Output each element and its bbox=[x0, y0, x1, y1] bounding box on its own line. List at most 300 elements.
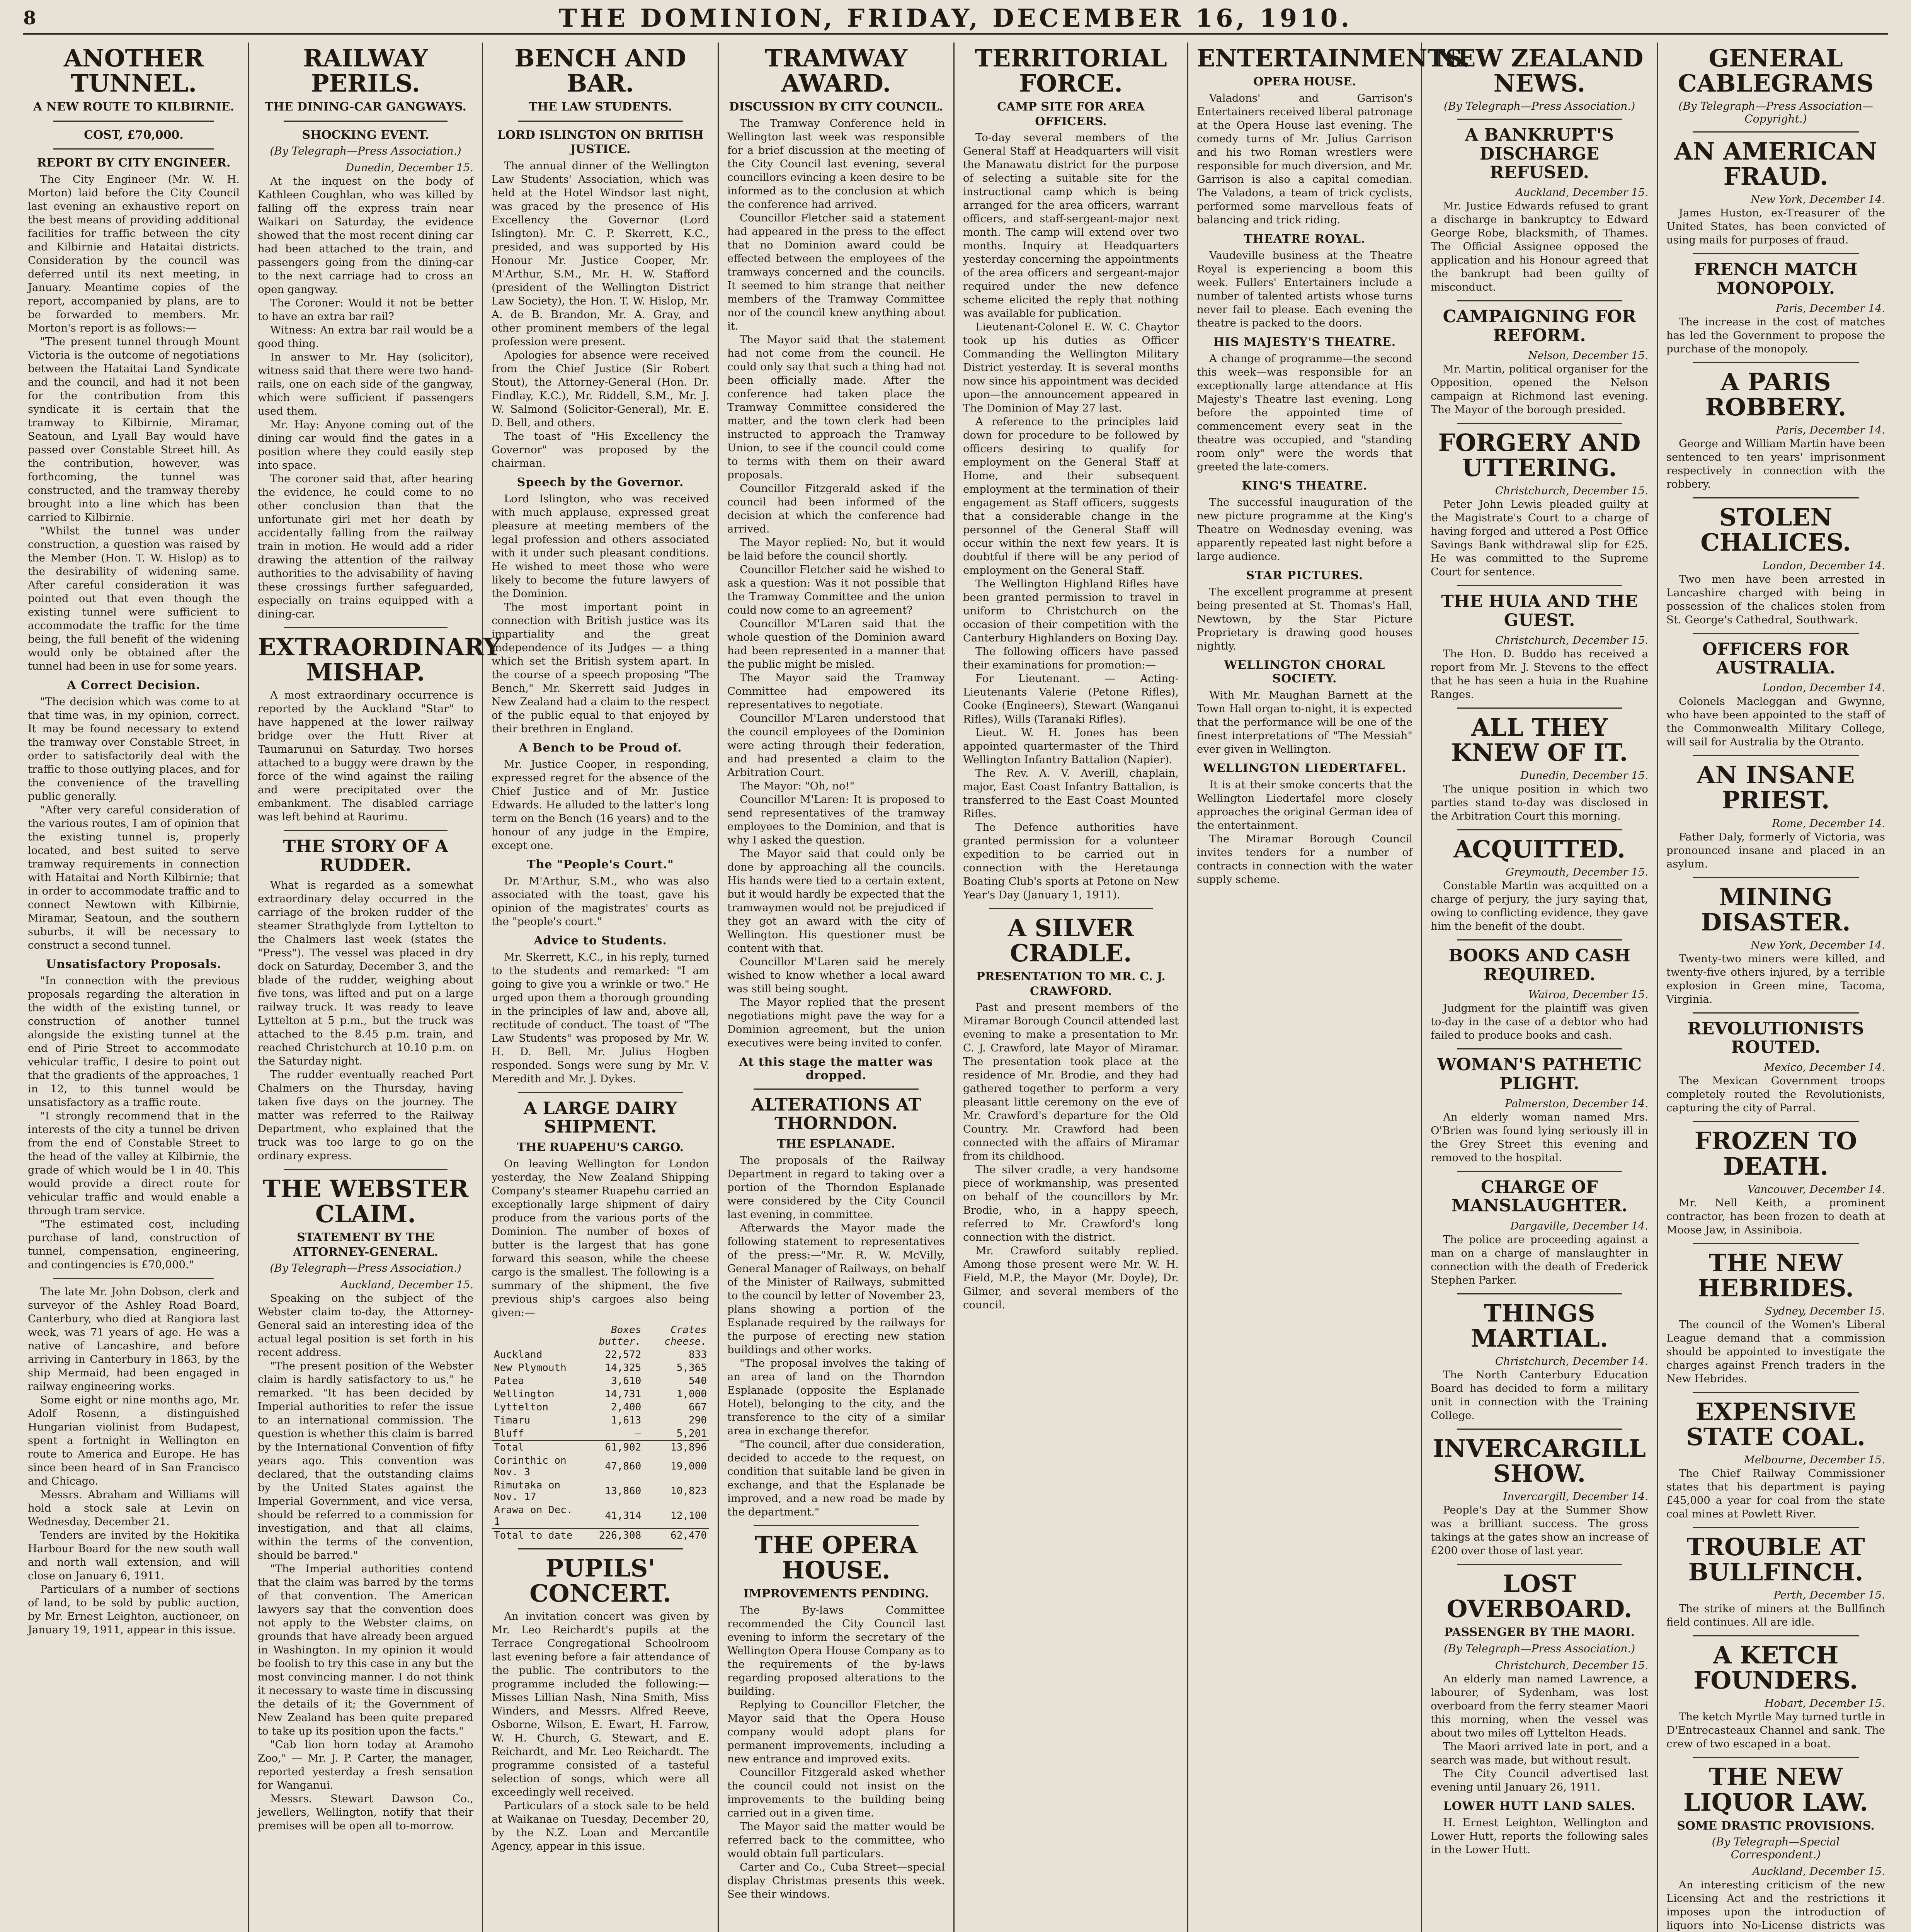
body-paragraph: Councillor Fletcher said he wished to ask a question: Was it not possible that the Tramway Committee and the union could now come to an agreement? bbox=[727, 563, 945, 616]
story-divider bbox=[1457, 585, 1622, 586]
story-divider bbox=[1693, 1757, 1859, 1758]
story-divider bbox=[518, 1092, 683, 1093]
body-paragraph: Mr. Nell Keith, a prominent contractor, has been frozen to death at Moose Jaw, in Assiniboia. bbox=[1666, 1196, 1885, 1236]
body-paragraph: The Coroner: Would it not be better to have an extra bar rail? bbox=[258, 297, 473, 323]
story-divider bbox=[1693, 1243, 1859, 1244]
body-paragraph: The Mayor replied that the present negotiations might pave the way for a Dominion agreement, but the union executives were being invited to confer. bbox=[727, 996, 945, 1049]
body-paragraph: "The proposal involves the taking of an area of land on the Thorndon Esplanade (opposite the Esplanade Hotel), belonging to the city, and the transference to the city of a similar area in exchange therefor. bbox=[727, 1357, 945, 1437]
table-cell: 10,823 bbox=[670, 1485, 707, 1497]
body-paragraph: An elderly woman named Mrs. O'Brien was found lying seriously ill in the Grey Street this evening and removed to the hospital. bbox=[1431, 1111, 1648, 1164]
body-paragraph: The unique position in which two parties stand to-day was disclosed in the Arbitration Court this morning. bbox=[1431, 783, 1648, 823]
story-deck: PRESENTATION TO MR. C. J. CRAWFORD. bbox=[976, 970, 1166, 998]
table-cell: Timaru bbox=[494, 1414, 530, 1426]
table-cell: — bbox=[635, 1427, 642, 1439]
column-7 bbox=[1422, 43, 1658, 1932]
story-deck: THE DINING-CAR GANGWAYS. bbox=[264, 100, 466, 114]
body-paragraph: The Mayor said that could only be done by approaching all the councils. His hands were tied to a certain extent, but it would hardly be expected that the tramwaymen would not be prejudiced if they got an award with the city of Wellington. His questioner must be content with that. bbox=[727, 847, 945, 954]
story-headline: A PARIS ROBBERY. bbox=[1705, 368, 1846, 422]
body-paragraph: "In connection with the previous proposals regarding the alteration in the width of the existing tunnel, or construction of another tunnel alongside the existing tunnel at the end of Pirie Street to accommodate vehicular traffic, I desire to point out that the gradients of the approaches, 1 in 12, to this tunnel would be unsatisfactory as a traffic route. bbox=[28, 974, 240, 1109]
story-divider bbox=[1693, 633, 1859, 634]
body-paragraph: James Huston, ex-Treasurer of the United States, has been convicted of using mails for purposes of fraud. bbox=[1666, 207, 1885, 247]
body-paragraph: George and William Martin have been sentenced to ten years' imprisonment respectively in connection with the robbery. bbox=[1666, 437, 1885, 491]
section-subheading: A Bench to be Proud of. bbox=[519, 741, 682, 755]
column-8 bbox=[1658, 43, 1894, 1932]
story-deck: STATEMENT BY THE ATTORNEY-GENERAL. bbox=[293, 1231, 438, 1259]
section-subheading: Advice to Students. bbox=[534, 934, 667, 947]
story-headline: ANOTHER TUNNEL. bbox=[63, 44, 204, 98]
dateline: Vancouver, December 14. bbox=[1747, 1183, 1885, 1196]
dateline: Paris, December 14. bbox=[1776, 424, 1885, 437]
story-headline: TROUBLE AT BULLFINCH. bbox=[1686, 1533, 1865, 1587]
table-cell: 667 bbox=[689, 1401, 707, 1413]
table-cell: 290 bbox=[689, 1414, 707, 1426]
section-subheading: LOWER HUTT LAND SALES. bbox=[1443, 1799, 1636, 1813]
story-source: (By Telegraph—Press Association.) bbox=[1443, 100, 1635, 113]
body-paragraph: At the inquest on the body of Kathleen Coughlan, who was killed by falling off the express train near Waikari on Saturday, the evidence showed that the most recent dining car had been attached to the train, and passengers going from the dining-car to the next carriage had to cross an open gangway. bbox=[258, 175, 473, 296]
body-paragraph: The council of the Women's Liberal League demand that a commission should be appointed to investigate the charges against French traders in the New Hebrides. bbox=[1666, 1318, 1885, 1385]
story-headline: FRENCH MATCH MONOPOLY. bbox=[1694, 260, 1858, 298]
body-paragraph: The toast of "His Excellency the Governor" was proposed by the chairman. bbox=[492, 430, 709, 469]
story-deck: COST, £70,000. bbox=[84, 128, 184, 142]
section-subheading: The "People's Court." bbox=[527, 857, 674, 871]
story-headline: PUPILS' CONCERT. bbox=[529, 1554, 671, 1608]
body-paragraph: The City Council advertised last evening until January 26, 1911. bbox=[1431, 1767, 1648, 1793]
story-headline: ALTERATIONS AT THORNDON. bbox=[751, 1095, 921, 1134]
story-headline: THE HUIA AND THE GUEST. bbox=[1441, 592, 1638, 630]
table-row bbox=[492, 1454, 709, 1479]
dateline: Christchurch, December 15. bbox=[1495, 1659, 1648, 1672]
story-headline: FROZEN TO DEATH. bbox=[1694, 1127, 1857, 1180]
body-paragraph: The Maori arrived late in port, and a search was made, but without result. bbox=[1431, 1740, 1648, 1766]
body-paragraph: With Mr. Maughan Barnett at the Town Hall organ to-night, it is expected that the performance will be one of the finest interpretations of "The Messiah" ever given in Wellington. bbox=[1197, 689, 1412, 755]
story-headline: STOLEN CHALICES. bbox=[1700, 503, 1851, 557]
table-header-cell: Crates cheese. bbox=[664, 1324, 707, 1347]
body-paragraph: Mr. Justice Edwards refused to grant a discharge in bankruptcy to Edward George Robe, blacksmith, of Thames. The Official Assignee opposed the application and his Honour agreed that the bankrupt had been guilty of misconduct. bbox=[1431, 200, 1648, 294]
body-paragraph: The police are proceeding against a man on a charge of manslaughter in connection with the death of Frederick Stephen Parker. bbox=[1431, 1233, 1648, 1286]
body-paragraph: "The decision which was come to at that time was, in my opinion, correct. It may be found necessary to extend the tramway over Constable Street, in order to satisfactorily deal with the traffic to those outlying places, and for the convenience of the travelling public generally. bbox=[28, 695, 240, 803]
body-paragraph: Replying to Councillor Fletcher, the Mayor said that the Opera House company would adopt plans for permanent improvements, including a new entrance and improved exits. bbox=[727, 1698, 945, 1765]
deck-divider bbox=[53, 148, 214, 150]
section-subheading: Speech by the Governor. bbox=[517, 475, 684, 489]
story-headline: BENCH AND BAR. bbox=[514, 44, 686, 98]
body-paragraph: Lieutenant-Colonel E. W. C. Chaytor took up his duties as Officer Commanding the Wellington Military District yesterday. It is several months now since his appointment was decided upon—the announcement appeared in The Dominion of May 27 last. bbox=[963, 321, 1179, 415]
body-paragraph: What is regarded as a somewhat extraordinary delay occurred in the carriage of the broken rudder of the steamer Strathglyde from Lyttelton to the Chalmers last week (states the "Press"). The vessel was placed in dry dock on Saturday, December 3, and the blade of the rudder, weighing about five tons, was lifted and put on a large railway truck. It was ready to leave Lyttelton at 5 p.m., but the truck was attached to the 8.45 p.m. train, and reached Christchurch at 10.10 p.m. on the Saturday night. bbox=[258, 879, 473, 1068]
story-divider bbox=[1457, 423, 1622, 424]
body-paragraph: "The Imperial authorities contend that the claim was barred by the terms of that convention. The American lawyers say that the convention does not apply to the Webster claims, on grounds that have already been argued in Washington. In my opinion it would be foolish to try this case in any but the most convincing manner. I do not think it necessary to waste time in discussing the details of it; the Government of New Zealand has been quite prepared to take up its position upon the facts." bbox=[258, 1563, 473, 1738]
dateline: Rome, December 14. bbox=[1772, 817, 1885, 830]
column-6 bbox=[1188, 43, 1470, 1932]
story-deck: LORD ISLINGTON ON BRITISH JUSTICE. bbox=[497, 128, 704, 156]
table-cell: Total bbox=[492, 1440, 580, 1454]
dateline: New York, December 14. bbox=[1751, 939, 1885, 951]
table-cell: 1,000 bbox=[676, 1388, 707, 1400]
story-deck: CAMP SITE FOR AREA OFFICERS. bbox=[997, 100, 1145, 128]
story-headline: EXTRAORDINARY MISHAP. bbox=[258, 633, 501, 687]
story-headline: THINGS MARTIAL. bbox=[1470, 1299, 1608, 1352]
body-paragraph: Valadons' and Garrison's Entertainers received liberal patronage at the Opera House last evening. The comedy turns of Mr. Julius Garrison and his two Roman wrestlers were responsible for much diversion, and Mr. Garrison is also a capital comedian. The Valadons, a team of trick cyclists, performed some marvellous feats of balancing and trick riding. bbox=[1197, 92, 1412, 226]
deck-divider bbox=[53, 121, 214, 122]
body-paragraph: An invitation concert was given by Mr. Leo Reichardt's pupils at the Terrace Congregational Schoolroom last evening before a fair attendance of the public. The contributors to the programme included the following:— Misses Lillian Nash, Nina Smith, Miss Winders, and Messrs. Alfred Reeve, Osborne, Wilson, E. Ewart, H. Farrow, W. H. Church, G. Stewart, and E. Reichardt, and Mr. Leo Reichardt. The programme consisted of a tasteful selection of songs, which were all exceedingly well received. bbox=[492, 1610, 709, 1799]
body-paragraph: The Hon. D. Buddo has received a report from Mr. J. Stevens to the effect that he has seen a huia in the Ruahine Ranges. bbox=[1431, 648, 1648, 701]
table-cell: Lyttelton bbox=[494, 1401, 548, 1413]
dateline: Palmerston, December 14. bbox=[1505, 1097, 1648, 1110]
dateline: Hobart, December 15. bbox=[1765, 1697, 1885, 1710]
story-headline: INVERCARGILL SHOW. bbox=[1433, 1434, 1646, 1488]
story-deck: PASSENGER BY THE MAORI. bbox=[1444, 1626, 1635, 1639]
body-paragraph: Councillor M'Laren: It is proposed to send representatives of the tramway employees to the Dominion, and that is why I asked the question. bbox=[727, 793, 945, 846]
body-paragraph: A most extraordinary occurrence is reported by the Auckland "Star" to have happened at the lower railway bridge over the Hutt River at Taumarunui on Saturday. Two horses attached to a buggy were drawn by the force of the wind against the railing and were precipitated over the embankment. The disabled carriage was left behind at Raurimu. bbox=[258, 689, 473, 823]
body-paragraph: Particulars of a number of sections of land, to be sold by public auction, by Mr. Ernest Leighton, auctioneer, on January 19, 1911, appear in this issue. bbox=[28, 1583, 240, 1636]
section-subheading: At this stage the matter was dropped. bbox=[739, 1055, 933, 1082]
body-paragraph: Messrs. Abraham and Williams will hold a stock sale at Levin on Wednesday, December 21. bbox=[28, 1488, 240, 1528]
table-header-row bbox=[492, 1323, 709, 1348]
story-divider bbox=[989, 908, 1153, 909]
body-paragraph: The following officers have passed their examinations for promotion:— bbox=[963, 645, 1179, 672]
body-paragraph: Afterwards the Mayor made the following statement to representatives of the press:—"Mr. R. W. McVilly, General Manager of Railways, on behalf of the Minister of Railways, submitted to the council by letter of November 23, plans showing a portion of the Esplanade required by the railways for the purpose of erecting new station buildings and other works. bbox=[727, 1221, 945, 1356]
dateline: London, December 14. bbox=[1762, 682, 1885, 694]
body-paragraph: Mr. Justice Cooper, in responding, expressed regret for the absence of the Chief Justice and of Mr. Justice Edwards. He alluded to the latter's long term on the Bench (16 years) and to the honour of any judge in the Empire, except one. bbox=[492, 758, 709, 852]
dateline: Dargaville, December 14. bbox=[1510, 1219, 1648, 1232]
story-deck: SHOCKING EVENT. bbox=[302, 128, 429, 142]
story-deck: IMPROVEMENTS PENDING. bbox=[743, 1587, 929, 1601]
story-deck: REPORT BY CITY ENGINEER. bbox=[37, 156, 231, 170]
story-source: (By Telegraph—Press Association.) bbox=[270, 145, 461, 158]
table-cell: 13,860 bbox=[605, 1485, 642, 1497]
body-paragraph: The Chief Railway Commissioner states that his department is paying £45,000 a year for coal from the state coal mines at Powlett River. bbox=[1666, 1467, 1885, 1520]
body-paragraph: It is at their smoke concerts that the Wellington Liedertafel more closely approaches the original German idea of the entertainment. bbox=[1197, 778, 1412, 832]
body-paragraph: An interesting criticism of the new Licensing Act and the restrictions it imposes upon the introduction of liquors into No-License districts was bbox=[1666, 1879, 1885, 1932]
story-headline: ENTERTAINMENTS. bbox=[1197, 44, 1470, 72]
dateline: Melbourne, December 15. bbox=[1744, 1454, 1885, 1466]
body-paragraph: The By-laws Committee recommended the City Council last evening to inform the secretary of the Wellington Opera House Company as to the requirements of the by-laws regarding proposed alterations to the building. bbox=[727, 1604, 945, 1697]
story-headline: AN INSANE PRIEST. bbox=[1697, 761, 1855, 815]
body-paragraph: Constable Martin was acquitted on a charge of perjury, the jury saying that, owing to conflicting evidence, they gave him the benefit of the doubt. bbox=[1431, 879, 1648, 933]
cargo-table bbox=[492, 1323, 709, 1542]
story-divider bbox=[1693, 1527, 1859, 1528]
section-subheading: WELLINGTON CHORAL SOCIETY. bbox=[1224, 658, 1385, 685]
body-paragraph: The proposals of the Railway Department in regard to taking over a portion of the Thorndon Esplanade were considered by the City Council last evening, in committee. bbox=[727, 1154, 945, 1221]
body-paragraph: The Wellington Highland Rifles have been granted permission to travel in uniform to Christchurch on the occasion of their competition with the Canterbury Highlanders on Boxing Day. bbox=[963, 578, 1179, 645]
story-divider bbox=[1457, 939, 1622, 940]
body-paragraph: The late Mr. John Dobson, clerk and surveyor of the Ashley Road Board, Canterbury, who died at Rangiora last week, was 71 years of age. He was a native of Lancashire, and before arriving in Canterbury in 1863, by the ship Mermaid, had been engaged in railway engineering works. bbox=[28, 1285, 240, 1393]
table-row bbox=[492, 1427, 709, 1440]
body-paragraph: The Tramway Conference held in Wellington last week was responsible for a brief discussion at the meeting of the City Council last evening, several councillors evincing a keen desire to be informed as to the conclusion at which the conference had arrived. bbox=[727, 117, 945, 211]
table-header-cell: Boxes butter. bbox=[599, 1324, 642, 1347]
body-paragraph: The strike of miners at the Bullfinch field continues. All are idle. bbox=[1666, 1602, 1885, 1629]
body-paragraph: Speaking on the subject of the Webster claim to-day, the Attorney-General said an interesting idea of the actual legal position is set forth in his recent address. bbox=[258, 1292, 473, 1359]
story-headline: CHARGE OF MANSLAUGHTER. bbox=[1451, 1177, 1628, 1216]
body-paragraph: The Mayor said the Tramway Committee had empowered its representatives to negotiate. bbox=[727, 671, 945, 711]
table-cell: Corinthic on Nov. 3 bbox=[494, 1454, 567, 1478]
dateline: Nelson, December 15. bbox=[1528, 349, 1648, 362]
body-paragraph: Colonels Macleggan and Gwynne, who have been appointed to the staff of the Commonwealth Military College, will sail for Australia by the Otranto. bbox=[1666, 695, 1885, 748]
body-paragraph: The Mayor said that the statement had not come from the council. He could only say that such a thing had not been officially made. After the conference had taken place the Tramway Committee considered the matter, and the town clerk had been instructed to approach the Tramway Union, to see if the council could come to terms with them on their award proposals. bbox=[727, 333, 945, 481]
table-cell: Auckland bbox=[494, 1349, 543, 1361]
table-row bbox=[492, 1479, 709, 1503]
dateline: Mexico, December 14. bbox=[1764, 1061, 1885, 1074]
masthead-title: THE DOMINION, FRIDAY, DECEMBER 16, 1910. bbox=[558, 3, 1353, 33]
story-headline: THE NEW HEBRIDES. bbox=[1698, 1248, 1854, 1302]
body-paragraph: The increase in the cost of matches has led the Government to propose the purchase of the monopoly. bbox=[1666, 316, 1885, 355]
section-subheading: KING'S THEATRE. bbox=[1242, 479, 1368, 493]
story-divider bbox=[1693, 1012, 1859, 1014]
body-paragraph: Past and present members of the Miramar Borough Council attended last evening to make a presentation to Mr. C. J. Crawford, late Mayor of Miramar. The presentation took place at the residence of Mr. Brodie, and they had gathered together to perform a very pleasant little ceremony on the eve of Mr. Crawford's departure for the Old Country. Mr. Crawford had been connected with the affairs of Miramar from its childhood. bbox=[963, 1001, 1179, 1163]
story-divider bbox=[1693, 1121, 1859, 1122]
table-row bbox=[492, 1414, 709, 1427]
story-headline: RAILWAY PERILS. bbox=[303, 44, 428, 98]
story-source: (By Telegraph—Press Association.) bbox=[270, 1262, 461, 1275]
body-paragraph: The most important point in connection with British justice was its impartiality and the great independence of its Judges — a thing which set the British system apart. In the course of a speech proposing "The Bench," Mr. Skerrett said Judges in New Zealand had a claim to the respect of the public equal to that enjoyed by their brethren in England. bbox=[492, 600, 709, 735]
section-subheading: THEATRE ROYAL. bbox=[1244, 232, 1366, 246]
dateline: Auckland, December 15. bbox=[340, 1279, 473, 1291]
body-paragraph: A change of programme—the second this week—was responsible for an exceptionally large attendance at His Majesty's Theatre last evening. Long before the appointed time of commencement every seat in the theatre was occupied, and "standing room only" were the words that greeted the late-comers. bbox=[1197, 352, 1412, 473]
story-headline: A LARGE DAIRY SHIPMENT. bbox=[523, 1098, 677, 1137]
body-paragraph: Mr. Martin, political organiser for the Opposition, opened the Nelson campaign at Richmond last evening. The Mayor of the borough presided. bbox=[1431, 363, 1648, 416]
story-headline: THE OPERA HOUSE. bbox=[754, 1531, 918, 1585]
story-divider bbox=[284, 1169, 448, 1170]
section-subheading: Unsatisfactory Proposals. bbox=[46, 957, 222, 971]
story-deck: THE RUAPEHU'S CARGO. bbox=[517, 1141, 684, 1155]
table-cell: 19,000 bbox=[670, 1460, 707, 1472]
story-headline: BOOKS AND CASH REQUIRED. bbox=[1448, 946, 1630, 985]
body-paragraph: Councillor Fletcher said a statement had appeared in the press to the effect that no Dominion award could be effected between the employees of the tramways concerned and the councils. It seemed to him strange that neither members of the Tramway Committee nor of the council knew anything about it. bbox=[727, 211, 945, 332]
story-divider bbox=[1457, 300, 1622, 301]
story-divider bbox=[284, 830, 448, 831]
dateline: Auckland, December 15. bbox=[1752, 1865, 1885, 1878]
story-headline: TERRITORIAL FORCE. bbox=[975, 44, 1167, 98]
table-cell: 41,314 bbox=[605, 1510, 642, 1522]
story-headline: THE NEW LIQUOR LAW. bbox=[1683, 1763, 1868, 1816]
table-row bbox=[492, 1503, 709, 1529]
body-paragraph: Judgment for the plaintiff was given to-day in the case of a debtor who had failed to produce books and cash. bbox=[1431, 1002, 1648, 1042]
section-subheading: WELLINGTON LIEDERTAFEL. bbox=[1203, 761, 1407, 775]
dateline: Perth, December 15. bbox=[1773, 1589, 1885, 1602]
table-cell: 5,201 bbox=[676, 1427, 707, 1439]
column-1 bbox=[19, 43, 249, 1932]
body-paragraph: The Mayor replied: No, but it would be laid before the council shortly. bbox=[727, 536, 945, 562]
story-divider bbox=[1457, 1293, 1622, 1294]
body-paragraph: The rudder eventually reached Port Chalmers on the Thursday, having taken five days on the journey. The matter was referred to the Railway Department, who explained that the truck was too large to go on the ordinary express. bbox=[258, 1068, 473, 1162]
story-divider bbox=[1693, 253, 1859, 254]
story-divider bbox=[1457, 1564, 1622, 1565]
body-paragraph: "The council, after due consideration, decided to accede to the request, on condition that suitable land be given in exchange, and that the Esplanade be improved, and a new road be made by the department." bbox=[727, 1438, 945, 1518]
body-paragraph: Councillor M'Laren said that the whole question of the Dominion award had been represented in a manner that the public might be misled. bbox=[727, 617, 945, 670]
dateline: Paris, December 14. bbox=[1776, 302, 1885, 315]
story-deck: A NEW ROUTE TO KILBIRNIE. bbox=[33, 100, 235, 114]
dateline: Invercargill, December 14. bbox=[1503, 1490, 1648, 1503]
story-divider bbox=[754, 1088, 919, 1090]
body-paragraph: "After very careful consideration of the various routes, I am of opinion that the existing tunnel is, properly located, and best suited to serve tramway requirements in connection with Hataitai and North Kilbirnie; that in order to accommodate traffic and to connect Newtown with Kilbirnie, Miramar, Seatoun, and the southern suburbs, it will be necessary to construct a second tunnel. bbox=[28, 803, 240, 951]
body-paragraph: Carter and Co., Cuba Street—special display Christmas presents this week. See their windows. bbox=[727, 1861, 945, 1900]
body-paragraph: Mr. Hay: Anyone coming out of the dining car would find the gates in a position where they could easily step into space. bbox=[258, 418, 473, 472]
story-divider bbox=[1693, 877, 1859, 878]
body-paragraph: On leaving Wellington for London yesterday, the New Zealand Shipping Company's steamer Ruapehu carried an exceptionally large shipment of dairy produce from the various ports of the Dominion. The number of boxes of butter is the largest that has gone forward this season, while the cheese cargo is the smallest. The following is a summary of the shipment, the five previous ship's cargoes also being given:— bbox=[492, 1157, 709, 1319]
table-row bbox=[492, 1388, 709, 1401]
table-cell: 540 bbox=[689, 1375, 707, 1387]
table-cell: 5,365 bbox=[676, 1362, 707, 1374]
table-cell: 62,470 bbox=[643, 1529, 709, 1542]
story-headline: THE WEBSTER CLAIM. bbox=[262, 1175, 469, 1228]
body-paragraph: Lord Islington, who was received with much applause, expressed great pleasure at meeting members of the legal profession and others associated with it under such pleasant conditions. He wished to meet those who were likely to become the future lawyers of the Dominion. bbox=[492, 492, 709, 600]
dateline: Sydney, December 15. bbox=[1765, 1304, 1885, 1317]
dateline: Auckland, December 15. bbox=[1515, 186, 1648, 199]
body-paragraph: Lieut. W. H. Jones has been appointed quartermaster of the Third Wellington Infantry Battalion (Napier). bbox=[963, 726, 1179, 766]
story-headline: ALL THEY KNEW OF IT. bbox=[1451, 713, 1628, 767]
story-divider bbox=[1457, 1171, 1622, 1172]
body-paragraph: The successful inauguration of the new picture programme at the King's Theatre on Wednesday evening, was apparently repeated last night before a large audience. bbox=[1197, 496, 1412, 563]
story-headline: CAMPAIGNING FOR REFORM. bbox=[1443, 307, 1636, 345]
story-divider bbox=[53, 1278, 214, 1279]
table-cell: 226,308 bbox=[580, 1529, 643, 1542]
column-5 bbox=[955, 43, 1188, 1932]
body-paragraph: The Rev. A. V. Averill, chaplain, major, East Coast Infantry Battalion, is transferred to the East Coast Mounted Rifles. bbox=[963, 767, 1179, 820]
body-paragraph: The City Engineer (Mr. W. H. Morton) laid before the City Council last evening an exhaustive report on the best means of providing additional facilities for traffic between the city and Kilbirnie and Hataitai districts. Consideration by the council was deferred until its next meeting, in January. Meantime copies of the report, accompanied by plans, are to be forwarded to members. Mr. Morton's report is as follows:— bbox=[28, 173, 240, 334]
body-paragraph: H. Ernest Leighton, Wellington and Lower Hutt, reports the following sales in the Lower Hutt. bbox=[1431, 1816, 1648, 1856]
body-paragraph: For Lieutenant. — Acting-Lieutenants Valerie (Petone Rifles), Cooke (Engineers), Stewart (Wanganui Rifles), Wills (Taranaki Rifles). bbox=[963, 672, 1179, 726]
story-deck: DISCUSSION BY CITY COUNCIL. bbox=[729, 100, 943, 114]
story-deck: THE LAW STUDENTS. bbox=[529, 100, 672, 114]
body-paragraph: Apologies for absence were received from the Chief Justice (Sir Robert Stout), the Attorney-General (Hon. Dr. Findlay, K.C.), Mr. Riddell, S.M., Mr. J. W. Salmond (Solicitor-General), Mr. E. D. Bell, and others. bbox=[492, 349, 709, 429]
body-paragraph: "I strongly recommend that in the interests of the city a tunnel be driven from the end of Constable Street to the head of the valley at Kilbirnie, the grade of which would be 1 in 40. This would provide a direct route for vehicular traffic and would enable a through tram service. bbox=[28, 1109, 240, 1217]
story-headline: OFFICERS FOR AUSTRALIA. bbox=[1702, 639, 1849, 678]
body-paragraph: To-day several members of the General Staff at Headquarters will visit the Manawatu district for the purpose of selecting a suitable site for the instructional camp which is being arranged for the area officers, warrant officers, and staff-sergeant-major next month. The camp will extend over two months. Inquiry at Headquarters yesterday concerning the appointments of the area officers and sergeant-major required under the new defence scheme elicited the reply that nothing was available for publication. bbox=[963, 131, 1179, 320]
story-headline: TRAMWAY AWARD. bbox=[764, 44, 908, 98]
body-paragraph: Twenty-two miners were killed, and twenty-five others injured, by a terrible explosion in Green mine, Tacoma, Virginia. bbox=[1666, 952, 1885, 1005]
column-4 bbox=[719, 43, 955, 1932]
story-headline: NEW ZEALAND NEWS. bbox=[1435, 44, 1644, 98]
table-cell: 14,325 bbox=[605, 1362, 642, 1374]
story-deck: SOME DRASTIC PROVISIONS. bbox=[1677, 1819, 1875, 1833]
dateline: Dunedin, December 15. bbox=[1520, 769, 1648, 782]
table-cell: 833 bbox=[689, 1349, 707, 1361]
deck-divider bbox=[284, 121, 448, 122]
table-cell: Patea bbox=[494, 1375, 524, 1387]
story-source: (By Telegraph—Press Association.) bbox=[1443, 1642, 1635, 1655]
body-paragraph: Councillor Fitzgerald asked if the council had been informed of the decision at which the conference had arrived. bbox=[727, 482, 945, 535]
body-paragraph: The Defence authorities have granted permission for a volunteer expedition to be carried out in connection with the Heretaunga Boating Club's sports at Petone on New Year's Day (January 1, 1911). bbox=[963, 821, 1179, 901]
body-paragraph: Councillor Fitzgerald asked whether the council could not insist on the improvements to the building being carried out in a given time. bbox=[727, 1766, 945, 1819]
masthead bbox=[23, 3, 1888, 35]
body-paragraph: Particulars of a stock sale to be held at Waikanae on Tuesday, December 20, by the N.Z. Loan and Mercantile Agency, appear in this issue. bbox=[492, 1799, 709, 1853]
body-paragraph: An elderly man named Lawrence, a labourer, of Sydenham, was lost overboard from the ferry steamer Maori this morning, when the vessel was about two miles off Lyttelton Heads. bbox=[1431, 1672, 1648, 1739]
story-divider bbox=[1457, 707, 1622, 709]
table-row bbox=[492, 1348, 709, 1361]
table-cell: 3,610 bbox=[611, 1375, 642, 1387]
table-cell: New Plymouth bbox=[494, 1362, 567, 1374]
dateline: Christchurch, December 15. bbox=[1495, 634, 1648, 647]
body-paragraph: Mr. Skerrett, K.C., in his reply, turned to the students and remarked: "I am going to give you a wrinkle or two." He urged upon them a thorough grounding in the principles of law and, above all, rectitude of conduct. The toast of "The Law Students" was proposed by Mr. W. H. D. Bell. Mr. Julius Hogben responded. Songs were sung by Mr. V. Meredith and Mr. J. Dykes. bbox=[492, 951, 709, 1085]
story-divider bbox=[1693, 131, 1859, 133]
dateline: New York, December 14. bbox=[1751, 193, 1885, 206]
story-divider bbox=[1693, 755, 1859, 756]
body-paragraph: The North Canterbury Education Board has decided to form a military unit in connection with the Training College. bbox=[1431, 1368, 1648, 1422]
story-headline: GENERAL CABLEGRAMS bbox=[1678, 44, 1874, 98]
story-divider bbox=[1457, 829, 1622, 830]
body-paragraph: The silver cradle, a very handsome piece of workmanship, was presented on behalf of the councillors by Mr. Brodie, who, in a happy speech, referred to Mr. Crawford's long connection with the district. bbox=[963, 1163, 1179, 1244]
body-paragraph: Councillor M'Laren said he merely wished to know whether a local award was still being sought. bbox=[727, 955, 945, 995]
body-paragraph: The annual dinner of the Wellington Law Students' Association, which was held at the Hotel Windsor last night, was graced by the presence of His Excellency the Governor (Lord Islington). Mr. C. P. Skerrett, K.C., presided, and was supported by His Honour Mr. Justice Cooper, Mr. M'Arthur, S.M., Mr. H. W. Stafford (president of the Wellington District Law Society), the Hon. T. W. Hislop, Mr. A. de B. Brandon, Mr. A. Gray, and other prominent members of the legal profession were present. bbox=[492, 159, 709, 348]
story-headline: MINING DISASTER. bbox=[1701, 883, 1851, 936]
section-subheading: HIS MAJESTY'S THEATRE. bbox=[1213, 335, 1396, 349]
table-cell: 14,731 bbox=[605, 1388, 642, 1400]
body-paragraph: Father Daly, formerly of Victoria, was pronounced insane and placed in an asylum. bbox=[1666, 830, 1885, 870]
story-divider bbox=[1457, 119, 1622, 120]
section-subheading: STAR PICTURES. bbox=[1246, 568, 1363, 582]
body-paragraph: A reference to the principles laid down for procedure to be followed by officers desiring to qualify for employment on the General Staff at Home, and their subsequent employment at the termination of their engagement as Staff officers, suggests that a considerable change in the personnel of the General Staff will occur within the next few years. It is doubtful if there will be any period of employment on the General Staff. bbox=[963, 415, 1179, 577]
table-row bbox=[492, 1529, 709, 1542]
table-cell: 61,902 bbox=[580, 1440, 643, 1454]
body-paragraph: In answer to Mr. Hay (solicitor), witness said that there were two hand-rails, one on each side of the gangway, which were sufficient if passengers used them. bbox=[258, 351, 473, 418]
body-paragraph: Dr. M'Arthur, S.M., who was also associated with the toast, gave his opinion of the magistrates' courts as the "people's court." bbox=[492, 874, 709, 928]
body-paragraph: Mr. Crawford suitably replied. Among those present were Mr. W. H. Field, M.P., the Mayor (Mr. Doyle), Dr. Gilmer, and several members of the council. bbox=[963, 1245, 1179, 1311]
story-deck: OPERA HOUSE. bbox=[1253, 75, 1356, 89]
story-headline: AN AMERICAN FRAUD. bbox=[1674, 137, 1877, 191]
body-paragraph: Some eight or nine months ago, Mr. Adolf Rosenn, a distinguished Hungarian violinist from Budapest, spent a fortnight in Wellington en route to America and Europe. He has since been heard of in San Francisco and Chicago. bbox=[28, 1393, 240, 1487]
table-row bbox=[492, 1440, 709, 1454]
section-subheading: A Correct Decision. bbox=[67, 678, 201, 692]
body-paragraph: "Cab lion horn today at Aramoho Zoo," — Mr. J. P. Carter, the manager, reported yesterday a fresh sensation for Wanganui. bbox=[258, 1738, 473, 1792]
table-cell: Wellington bbox=[494, 1388, 555, 1400]
story-divider bbox=[1693, 497, 1859, 498]
body-paragraph: "Whilst the tunnel was under construction, a question was raised by the Member (Hon. T. W. Hislop) as to the desirability of widening same. After careful consideration it was pointed out that even though the existing tunnel were sufficient to accommodate the traffic for the time being, the full benefit of the widening would only be obtained after the tunnel had been in use for some years. bbox=[28, 524, 240, 672]
body-paragraph: Peter John Lewis pleaded guilty at the Magistrate's Court to a charge of having forged and uttered a Post Office Savings Bank withdrawal slip for £25. He was committed to the Supreme Court for sentence. bbox=[1431, 498, 1648, 578]
body-paragraph: Tenders are invited by the Hokitika Harbour Board for the new south wall and north wall extension, and will close on January 6, 1911. bbox=[28, 1529, 240, 1582]
page-number: 8 bbox=[23, 7, 36, 29]
story-headline: A SILVER CRADLE. bbox=[1007, 914, 1134, 968]
table-cell: 1,613 bbox=[611, 1414, 642, 1426]
body-paragraph: The Mexican Government troops completely routed the Revolutionists, capturing the city of Parral. bbox=[1666, 1075, 1885, 1114]
story-source: (By Telegraph—Press Association—Copyright.) bbox=[1678, 100, 1873, 126]
table-row bbox=[492, 1361, 709, 1374]
story-divider bbox=[1693, 1392, 1859, 1393]
body-paragraph: People's Day at the Summer Show was a brilliant success. The gross takings at the gates show an increase of £200 over those of last year. bbox=[1431, 1504, 1648, 1557]
deck-divider bbox=[518, 121, 683, 122]
story-divider bbox=[754, 1525, 919, 1526]
column-3 bbox=[483, 43, 719, 1932]
table-cell: 13,896 bbox=[643, 1440, 709, 1454]
story-divider bbox=[284, 627, 448, 628]
table-cell: Total to date bbox=[492, 1529, 580, 1542]
table-cell: 22,572 bbox=[605, 1349, 642, 1361]
dateline: Dunedin, December 15. bbox=[345, 162, 473, 174]
story-source: (By Telegraph—Special Correspondent.) bbox=[1712, 1835, 1840, 1861]
table-cell: Arawa on Dec. 1 bbox=[494, 1504, 573, 1527]
body-paragraph: The Mayor: "Oh, no!" bbox=[740, 779, 855, 792]
body-paragraph: "The present position of the Webster claim is hardly satisfactory to us," he remarked. "It has been decided by Imperial authorities to refer the issue to an international commission. The question is whether this claim is barred by the International Convention of fifty years ago. This convention was declared, that the outstanding claims by the United States against the Imperial Government, and vice versa, should be referred to a commission for investigation, and that all claims, within the terms of the convention, should be barred." bbox=[258, 1360, 473, 1562]
story-headline: A BANKRUPT'S DISCHARGE REFUSED. bbox=[1465, 125, 1614, 182]
story-divider bbox=[1457, 1429, 1622, 1430]
story-deck: THE ESPLANADE. bbox=[777, 1137, 895, 1151]
table-header-cell bbox=[492, 1323, 580, 1348]
story-headline: ACQUITTED. bbox=[1453, 835, 1625, 864]
body-paragraph: Councillor M'Laren understood that the council employees of the Dominion were acting through their federation, and had presented a claim to the Arbitration Court. bbox=[727, 712, 945, 779]
story-headline: EXPENSIVE STATE COAL. bbox=[1686, 1397, 1865, 1451]
body-paragraph: The coroner said that, after hearing the evidence, he could come to no other conclusion than that the unfortunate girl met her death by accidentally falling from the railway train in motion. He would add a rider drawing the attention of the railway authorities to the advisability of having these crossings further safeguarded, especially on trains equipped with a dining-car. bbox=[258, 473, 473, 621]
table-cell: Rimutaka on Nov. 17 bbox=[494, 1479, 561, 1503]
body-paragraph: Messrs. Stewart Dawson Co., jewellers, Wellington, notify that their premises will be open all to-morrow. bbox=[258, 1793, 473, 1832]
table-row bbox=[492, 1401, 709, 1414]
dateline: Christchurch, December 15. bbox=[1495, 485, 1648, 497]
story-headline: WOMAN'S PATHETIC PLIGHT. bbox=[1437, 1055, 1642, 1094]
story-headline: A KETCH FOUNDERS. bbox=[1693, 1641, 1858, 1695]
story-headline: FORGERY AND UTTERING. bbox=[1438, 429, 1641, 482]
body-paragraph: The Miramar Borough Council invites tenders for a number of contracts in connection with the water supply scheme. bbox=[1197, 832, 1412, 886]
table-row bbox=[492, 1374, 709, 1388]
body-paragraph: Vaudeville business at the Theatre Royal is experiencing a boom this week. Fullers' Entertainers include a number of talented artists whose turns never fail to please. Each evening the theatre is packed to the doors. bbox=[1197, 249, 1412, 329]
story-divider bbox=[518, 1548, 683, 1549]
story-headline: REVOLUTIONISTS ROUTED. bbox=[1687, 1019, 1864, 1058]
body-paragraph: The ketch Myrtle May turned turtle in D'Entrecasteaux Channel and sank. The crew of two escaped in a boat. bbox=[1666, 1711, 1885, 1750]
